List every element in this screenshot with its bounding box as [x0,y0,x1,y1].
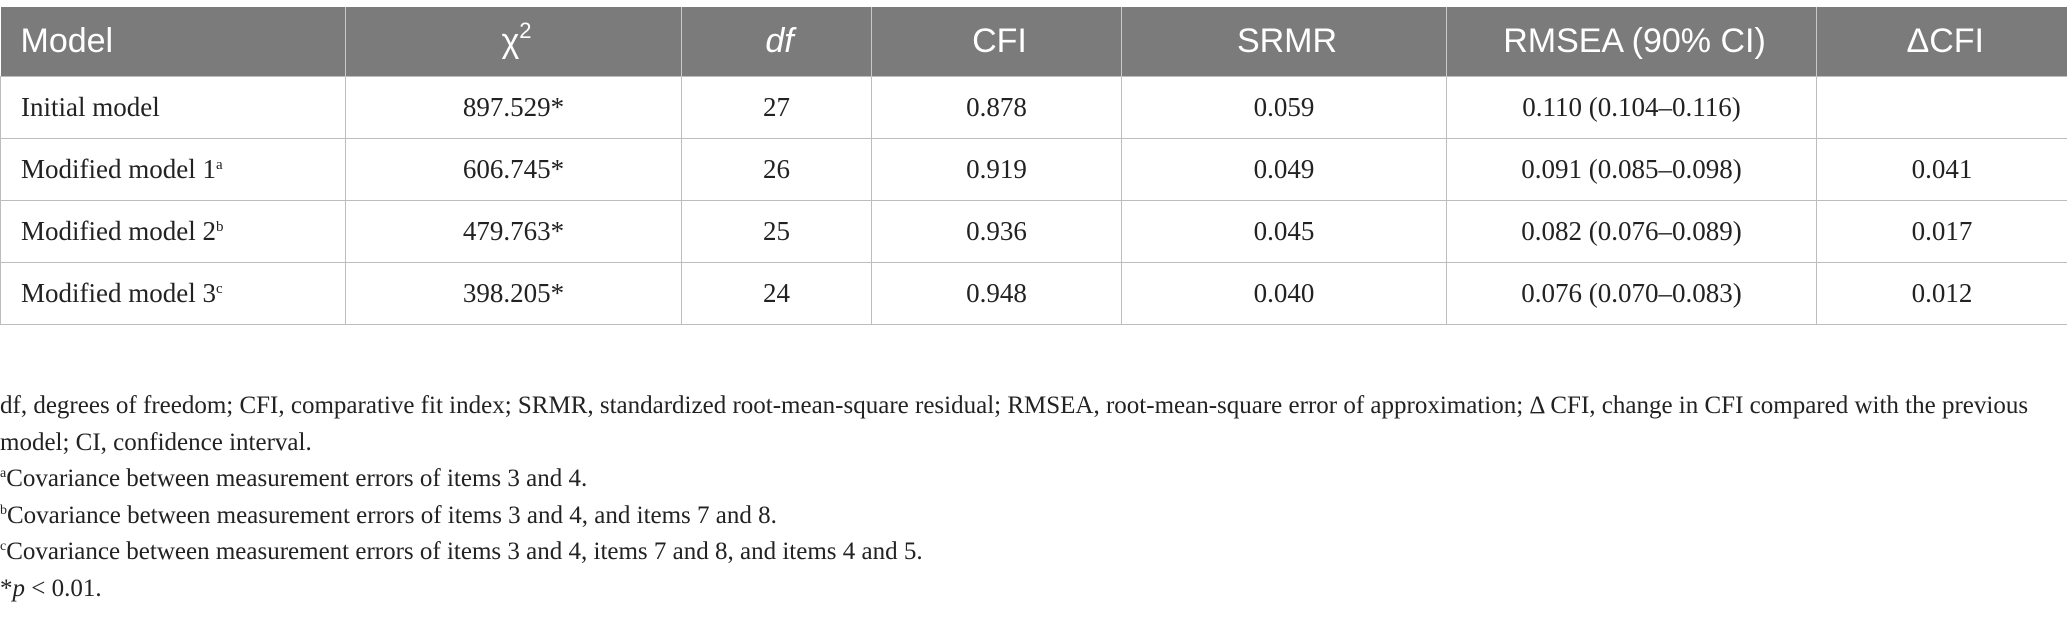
footnote-c-marker: c [0,539,7,554]
cell-delta-cfi: 0.012 [1817,262,2067,324]
cell-cfi: 0.919 [872,138,1122,200]
cell-model [1,200,346,262]
cell-df: 25 [682,200,872,262]
header-model: Model [1,7,346,76]
table-row [1,76,2067,138]
footnote-b [0,498,2047,535]
header-rmsea: RMSEA (90% CI) [1447,7,1817,76]
significance-text: < 0.01. [25,574,102,602]
model-name: Modified model 3 [21,277,216,308]
header-cfi: CFI [872,7,1122,76]
header-df: df [682,7,872,76]
cell-srmr: 0.049 [1122,138,1447,200]
cell-df: 24 [682,262,872,324]
cell-rmsea: 0.082 (0.076–0.089) [1447,200,1817,262]
cell-rmsea: 0.076 (0.070–0.083) [1447,262,1817,324]
significance-p: p [12,574,25,602]
cell-cfi: 0.948 [872,262,1122,324]
footnote-marker: a [215,156,223,173]
table-row [1,200,2067,262]
cell-model [1,76,346,138]
header-chi-square [346,7,682,76]
cell-df: 27 [682,76,872,138]
cell-df: 26 [682,138,872,200]
cell-chi2: 398.205* [346,262,682,324]
footnote-marker: b [215,218,224,235]
footnote-marker: c [215,280,223,297]
model-name: Initial model [21,91,160,122]
cell-srmr: 0.059 [1122,76,1447,138]
cell-chi2: 606.745* [346,138,682,200]
model-name: Modified model 2 [21,215,216,246]
significance-marker: * [0,574,13,602]
cell-rmsea: 0.091 (0.085–0.098) [1447,138,1817,200]
cell-delta-cfi: 0.017 [1817,200,2067,262]
footnote-a-text: Covariance between measurement errors of items 3 and 4. [6,465,588,492]
cell-rmsea: 0.110 (0.104–0.116) [1447,76,1817,138]
cell-delta-cfi [1817,76,2067,138]
significance-note [0,571,2047,608]
cell-model [1,262,346,324]
cell-srmr: 0.040 [1122,262,1447,324]
chi-exponent: 2 [519,17,532,43]
header-delta-cfi: ΔCFI [1817,7,2067,76]
footnote-a [0,461,2047,498]
footnote-b-marker: b [0,502,7,518]
cell-cfi: 0.878 [872,76,1122,138]
footnote-c [0,534,2047,571]
footnote-a-marker: a [0,466,7,481]
cell-cfi: 0.936 [872,200,1122,262]
table-footnotes [0,388,2047,607]
abbreviation-note: df, degrees of freedom; CFI, comparative fit index; SRMR, standardized root-mean-square residual; RMSEA, root-mean-square error of approximation; Δ CFI, change in CFI compared with the previous model; CI, confidence interval. [0,392,2029,456]
cell-model [1,138,346,200]
cell-delta-cfi: 0.041 [1817,138,2067,200]
table-row [1,262,2067,324]
cell-chi2: 897.529* [346,76,682,138]
cell-srmr: 0.045 [1122,200,1447,262]
footnote-b-text: Covariance between measurement errors of items 3 and 4, and items 7 and 8. [7,501,777,529]
header-srmr: SRMR [1122,7,1447,76]
cell-chi2: 479.763* [346,200,682,262]
table-header-row [1,7,2067,76]
model-fit-table [0,7,2067,325]
footnote-c-text: Covariance between measurement errors of items 3 and 4, items 7 and 8, and items 4 and 5. [6,538,923,565]
model-name: Modified model 1 [21,153,216,184]
chi-symbol: χ [501,21,520,60]
table-row [1,138,2067,200]
